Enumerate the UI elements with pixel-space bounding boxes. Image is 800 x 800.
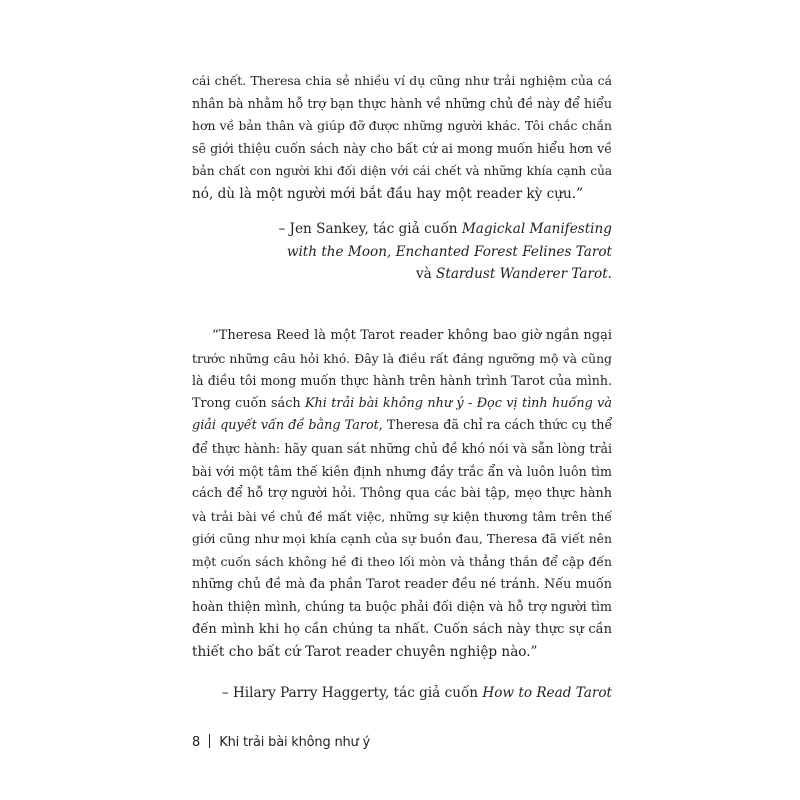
text-segment: Trong cuốn sách bbox=[192, 395, 305, 411]
attribution-line bbox=[192, 218, 612, 241]
text-line: hơn về bản thân và giúp đỡ được những người khác. Tôi chắc chắn bbox=[192, 118, 612, 134]
attribution-connector: và bbox=[415, 266, 437, 283]
text-line: thiết cho bất cứ Tarot reader chuyên nghiệp nào.” bbox=[192, 644, 538, 661]
running-title: Khi trải bài không như ý bbox=[219, 735, 370, 750]
book-title-italic: Khi trải bài không như ý - Đọc vị tình huống và bbox=[304, 395, 612, 411]
text-line: bài với một tâm thế kiên định nhưng đầy trắc ẩn và luôn luôn tìm bbox=[192, 463, 612, 479]
text-line: bản chất con người khi đối diện với cái chết và những khía cạnh của bbox=[192, 164, 612, 179]
text-line: sẽ giới thiệu cuốn sách này cho bất cứ ai mong muốn hiểu hơn về bbox=[192, 140, 612, 156]
text-line: nhân bà nhằm hỗ trợ bạn thực hành về những chủ đề này để hiểu bbox=[192, 95, 612, 111]
text-line: giới cũng như mọi khía cạnh của sự buồn đau, Theresa đã viết nên bbox=[192, 531, 612, 547]
quote-2-text bbox=[192, 325, 612, 664]
attribution-line bbox=[192, 241, 612, 264]
text-segment: , Theresa đã chỉ ra cách thức cụ thể bbox=[378, 418, 613, 434]
quote-1-attribution bbox=[192, 218, 612, 286]
book-title-italic: Stardust Wanderer Tarot bbox=[436, 266, 608, 283]
attribution-line bbox=[192, 263, 612, 286]
text-line: một cuốn sách không hề đi theo lối mòn và thẳng thắn để cập đến bbox=[192, 553, 612, 569]
text-line: nó, dù là một người mới bắt đầu hay một reader kỳ cựu.” bbox=[192, 185, 584, 202]
footer-divider bbox=[209, 734, 210, 748]
book-title-italic: Magickal Manifesting bbox=[461, 221, 612, 237]
attribution-period: . bbox=[607, 266, 612, 283]
text-line: hoàn thiện mình, chúng ta buộc phải đối diện và hỗ trợ người tìm bbox=[192, 599, 612, 615]
text-line: cái chết. Theresa chia sẻ nhiều ví dụ cũng như trải nghiệm của cá bbox=[192, 73, 612, 88]
text-line: đến mình khi họ cần chúng ta nhất. Cuốn sách này thực sự cần bbox=[192, 621, 612, 637]
page-footer bbox=[192, 734, 370, 750]
text-line bbox=[192, 415, 612, 438]
attribution-author: – Hilary Parry Haggerty, tác giả cuốn bbox=[221, 685, 483, 701]
text-line: “Theresa Reed là một Tarot reader không bao giờ ngần ngại bbox=[212, 328, 612, 343]
text-line bbox=[192, 393, 612, 416]
book-title-italic: with the Moon, Enchanted Forest Felines Tarot bbox=[286, 243, 612, 260]
page-number: 8 bbox=[192, 735, 201, 750]
text-line: để thực hành: hãy quan sát những chủ đề khó nói và sẵn lòng trải bbox=[192, 440, 612, 456]
attribution-author: – Jen Sankey, tác giả cuốn bbox=[278, 221, 462, 237]
text-line: trước những câu hỏi khó. Đây là điều rất đáng ngưỡng mộ và cũng bbox=[192, 350, 612, 366]
text-line: những chủ đề mà đa phần Tarot reader đều né tránh. Nếu muốn bbox=[192, 576, 612, 592]
text-line: và trải bài về chủ đề mất việc, những sự kiện thương tâm trên thế bbox=[192, 508, 612, 524]
quote-2-attribution bbox=[192, 682, 612, 705]
attribution-line bbox=[192, 682, 612, 705]
text-line: là điều tôi mong muốn thực hành trên hành trình Tarot của mình. bbox=[192, 373, 612, 389]
book-title-italic: giải quyết vấn đề bằng Tarot bbox=[192, 418, 379, 434]
quote-1-text bbox=[192, 70, 612, 206]
book-title-italic: How to Read Tarot bbox=[482, 685, 612, 701]
text-line: cách để hỗ trợ người hỏi. Thông qua các bài tập, mẹo thực hành bbox=[192, 486, 612, 502]
